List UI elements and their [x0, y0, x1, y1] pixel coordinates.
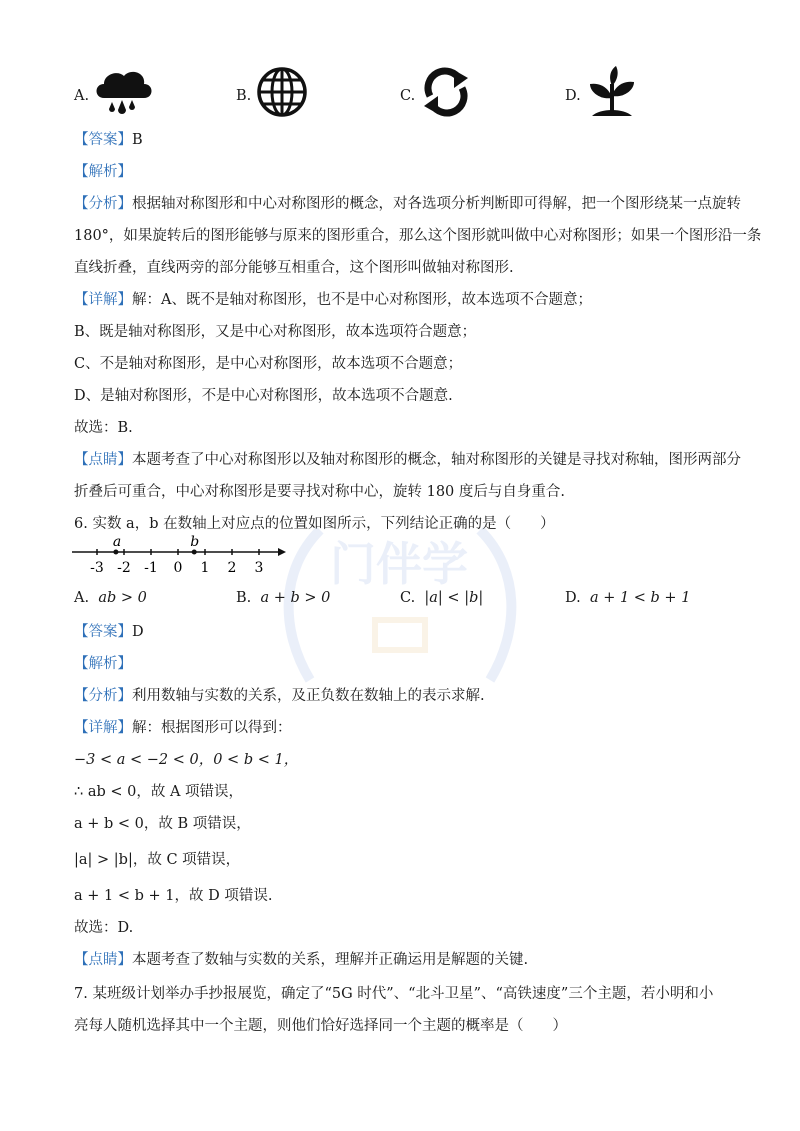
- q6-option-c-letter: C.: [400, 590, 416, 606]
- q6-xiangjie-tag: 【详解】: [74, 720, 132, 736]
- q5-option-a-letter: A.: [74, 88, 90, 104]
- q6-fenxi-tag: 【分析】: [74, 688, 132, 704]
- q7-line-2: 亮每人随机选择其中一个主题，则他们恰好选择同一个主题的概率是（ ）: [74, 1018, 567, 1034]
- watermark-text: 门伴学: [330, 537, 468, 591]
- analysis-tag: 【解析】: [74, 164, 132, 180]
- q6-option-d-expr: a + 1 < b + 1: [589, 590, 691, 606]
- number-line-tick-label: -1: [144, 560, 158, 576]
- q6-fenxi-text: 利用数轴与实数的关系，及正负数在数轴上的表示求解.: [132, 688, 485, 704]
- q5-option-c-letter: C.: [400, 88, 416, 104]
- number-line-tick-label: -3: [90, 560, 104, 576]
- dianjing-tag: 【点睛】: [74, 452, 132, 468]
- recycle-arrows-icon: [420, 66, 472, 118]
- globe-icon: [256, 66, 308, 118]
- number-line-tick-label: -2: [117, 560, 131, 576]
- q5-option-b-letter: B.: [236, 88, 252, 104]
- rain-cloud-icon: [92, 66, 154, 118]
- q6-dianjing-text: 本题考查了数轴与实数的关系，理解并正确运用是解题的关键.: [132, 952, 529, 968]
- number-line-tick-label: 3: [254, 560, 264, 576]
- q6-option-a-letter: A.: [74, 590, 90, 606]
- fenxi-text-1: 根据轴对称图形和中心对称图形的概念，对各选项分析判断即可得解，把一个图形绕某一点旋转: [132, 196, 741, 212]
- xiangjie-tag: 【详解】: [74, 292, 132, 308]
- choose-text: 故选：B.: [74, 420, 133, 436]
- answer-value: B: [132, 132, 143, 148]
- fenxi-text-2: 180°，如果旋转后的图形能够与原来的图形重合，那么这个图形就叫做中心对称图形；如果一个图形沿一条: [74, 228, 762, 244]
- q6-option-a-expr: ab > 0: [98, 590, 147, 606]
- dianjing-text-2: 折叠后可重合，中心对称图形是要寻找对称中心，旋转 180 度后与自身重合.: [74, 484, 566, 500]
- answer-tag: 【答案】: [74, 132, 132, 148]
- point-a: [113, 550, 118, 555]
- q6-option-b-expr: a + b > 0: [260, 590, 331, 606]
- dianjing-text-1: 本题考查了中心对称图形以及轴对称图形的概念，轴对称图形的关键是寻找对称轴，图形两部分: [132, 452, 741, 468]
- q6-dianjing-tag: 【点睛】: [74, 952, 132, 968]
- q6-stem: 6. 实数 a，b 在数轴上对应点的位置如图所示，下列结论正确的是（ ）: [74, 516, 555, 532]
- point-b: [192, 550, 197, 555]
- q7-line-1: 7. 某班级计划举办手抄报展览，确定了“5G 时代”、“北斗卫星”、“高铁速度”三个主题，若小明和小: [74, 986, 714, 1002]
- xiangjie-text-1: 解：A、既不是轴对称图形，也不是中心对称图形，故本选项不合题意；: [132, 292, 592, 308]
- q6-xiangjie-1: −3 < a < −2 < 0，0 < b < 1，: [74, 752, 299, 768]
- number-line-tick-label: 1: [200, 560, 210, 576]
- q6-analysis-tag: 【解析】: [74, 656, 132, 672]
- xiangjie-text-3: C、不是轴对称图形，是中心对称图形，故本选项不合题意；: [74, 356, 463, 372]
- number-line: [70, 532, 290, 576]
- xiangjie-text-4: D、是轴对称图形，不是中心对称图形，故本选项不合题意.: [74, 388, 453, 404]
- q5-option-d-letter: D.: [565, 88, 581, 104]
- fenxi-text-3: 直线折叠，直线两旁的部分能够互相重合，这个图形叫做轴对称图形.: [74, 260, 514, 276]
- q6-xiangjie-5: a + 1 < b + 1，故 D 项错误.: [74, 888, 273, 904]
- q6-option-d-letter: D.: [565, 590, 581, 606]
- fenxi-tag: 【分析】: [74, 196, 132, 212]
- number-line-tick-label: 0: [173, 560, 183, 576]
- q6-xiangjie-4: |a| > |b|，故 C 项错误，: [74, 852, 241, 868]
- q6-option-b-letter: B.: [236, 590, 252, 606]
- point-b-label: b: [190, 534, 200, 550]
- q6-option-c-expr: |a| < |b|: [424, 590, 484, 606]
- q6-xiangjie-intro: 解：根据图形可以得到：: [132, 720, 292, 736]
- q6-xiangjie-2: ∴ ab < 0，故 A 项错误，: [74, 784, 244, 800]
- q6-answer-tag: 【答案】: [74, 624, 132, 640]
- point-a-label: a: [112, 534, 122, 550]
- number-line-tick-label: 2: [227, 560, 237, 576]
- q6-xiangjie-3: a + b < 0，故 B 项错误，: [74, 816, 251, 832]
- q6-answer-value: D: [132, 624, 144, 640]
- sprout-icon: [586, 64, 638, 120]
- q6-choose-text: 故选：D.: [74, 920, 134, 936]
- xiangjie-text-2: B、既是轴对称图形，又是中心对称图形，故本选项符合题意；: [74, 324, 477, 340]
